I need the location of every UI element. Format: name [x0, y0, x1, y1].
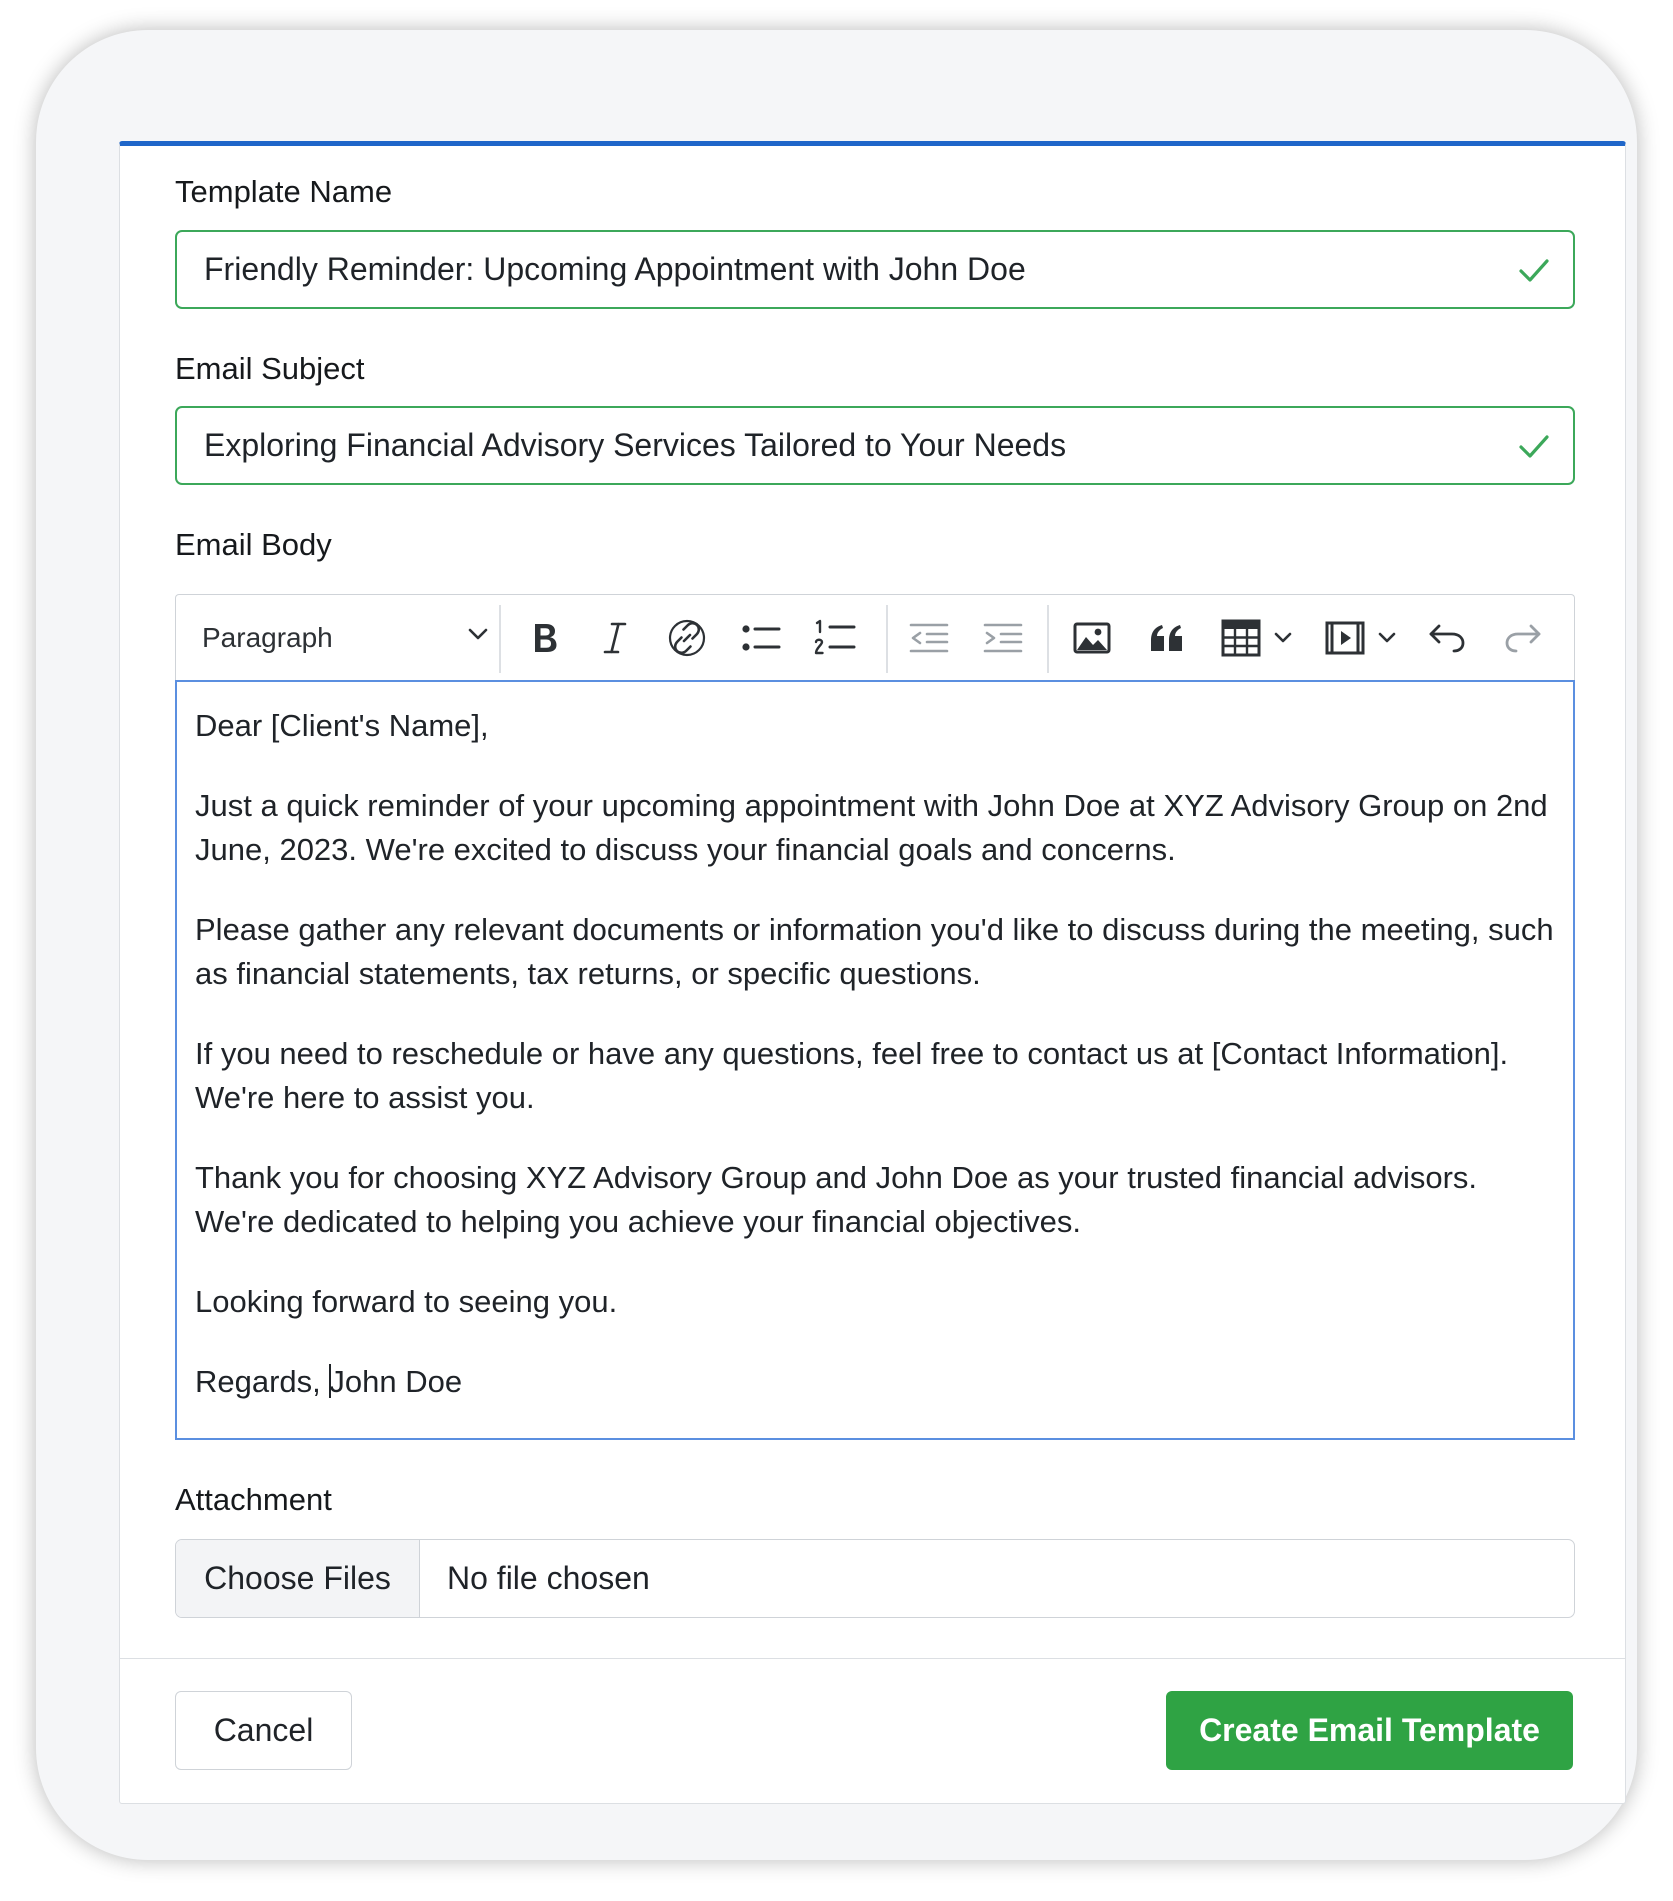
toolbar-separator — [886, 605, 888, 673]
outdent-button[interactable] — [892, 595, 966, 681]
numbered-list-button[interactable] — [798, 595, 872, 681]
body-paragraph: Thank you for choosing XYZ Advisory Group and John Doe as your trusted financial advisors. We're dedicated to helping you achieve your financial objectives. — [195, 1160, 1478, 1239]
blockquote-button[interactable] — [1130, 595, 1204, 681]
table-icon — [1221, 619, 1261, 657]
paragraph-format-dropdown[interactable] — [190, 595, 495, 681]
bulleted-list-button[interactable] — [724, 595, 798, 681]
italic-icon — [601, 620, 629, 656]
insert-media-button[interactable] — [1316, 595, 1406, 681]
email-subject-label: Email Subject — [175, 351, 365, 386]
body-paragraph: If you need to reschedule or have any questions, feel free to contact us at [Contact Information]. We're here to assist you. — [195, 1036, 1509, 1115]
choose-files-button[interactable]: Choose Files — [176, 1540, 420, 1617]
numbered-list-icon — [814, 618, 856, 658]
bulleted-list-icon — [741, 621, 781, 655]
editor-toolbar — [175, 594, 1575, 680]
outdent-icon — [909, 622, 949, 654]
body-closing — [195, 1360, 1555, 1404]
media-icon — [1325, 621, 1365, 655]
redo-button[interactable] — [1486, 595, 1560, 681]
toolbar-separator — [499, 605, 501, 673]
template-name-input[interactable] — [175, 230, 1575, 309]
link-button[interactable] — [650, 595, 724, 681]
email-subject-input[interactable] — [175, 406, 1575, 485]
bold-button[interactable] — [510, 595, 580, 681]
check-icon — [1517, 254, 1551, 286]
undo-icon — [1428, 623, 1466, 653]
closing-text: Regards, — [195, 1364, 330, 1399]
chevron-down-icon — [467, 627, 489, 641]
undo-button[interactable] — [1410, 595, 1484, 681]
email-body-editor[interactable] — [175, 680, 1575, 1440]
body-paragraph: Please gather any relevant documents or information you'd like to discuss during the meeting, such as financial statements, tax returns, or specific questions. — [195, 912, 1554, 991]
email-template-form — [119, 141, 1626, 1804]
body-paragraph: Looking forward to seeing you. — [195, 1284, 618, 1319]
signature-text: John Doe — [329, 1364, 463, 1399]
blockquote-icon — [1149, 624, 1185, 652]
toolbar-separator — [1047, 605, 1049, 673]
cancel-button[interactable]: Cancel — [175, 1691, 352, 1770]
insert-table-button[interactable] — [1212, 595, 1302, 681]
check-icon — [1517, 430, 1551, 462]
email-subject-value: Exploring Financial Advisory Services Tailored to Your Needs — [204, 427, 1067, 463]
body-paragraph: Dear [Client's Name], — [195, 708, 489, 743]
bold-icon — [529, 620, 561, 656]
template-name-value: Friendly Reminder: Upcoming Appointment with John Doe — [204, 251, 1026, 287]
create-email-template-button[interactable]: Create Email Template — [1166, 1691, 1573, 1770]
redo-icon — [1504, 623, 1542, 653]
italic-button[interactable] — [580, 595, 650, 681]
chevron-down-icon — [1377, 631, 1397, 645]
paragraph-format-label: Paragraph — [202, 622, 333, 653]
indent-icon — [983, 622, 1023, 654]
chevron-down-icon — [1273, 631, 1293, 645]
file-status-text: No file chosen — [447, 1560, 650, 1596]
indent-button[interactable] — [966, 595, 1040, 681]
image-icon — [1073, 622, 1111, 654]
attachment-label: Attachment — [175, 1482, 332, 1517]
footer-divider — [120, 1658, 1625, 1659]
app-frame — [36, 30, 1637, 1860]
body-paragraph: Just a quick reminder of your upcoming appointment with John Doe at XYZ Advisory Group on 2nd June, 2023. We're excited to discuss your financial goals and concerns. — [195, 788, 1548, 867]
email-body-label: Email Body — [175, 527, 332, 562]
link-icon — [668, 619, 706, 657]
insert-image-button[interactable] — [1054, 595, 1130, 681]
template-name-label: Template Name — [175, 174, 393, 209]
attachment-file-input[interactable] — [175, 1539, 1575, 1618]
